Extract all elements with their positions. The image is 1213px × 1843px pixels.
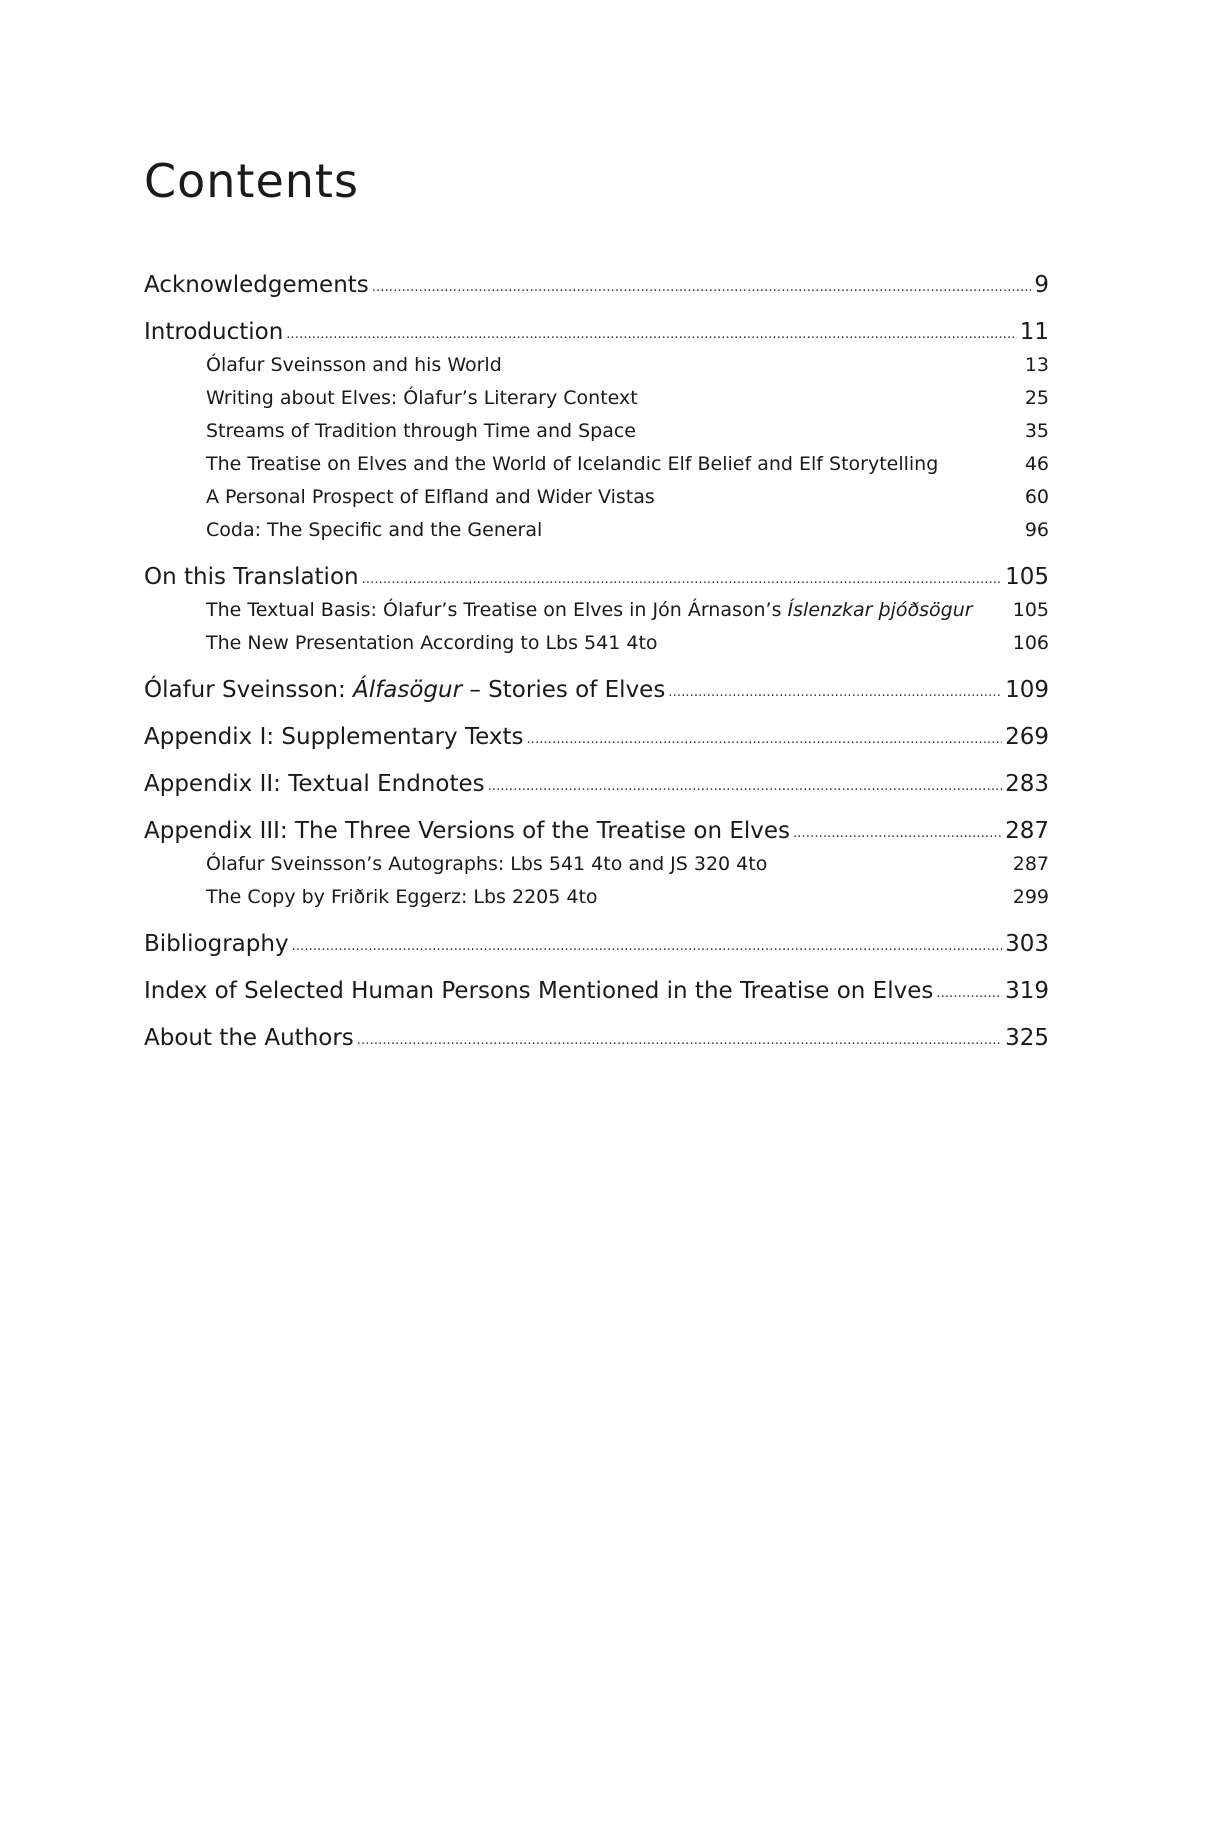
toc-entry-on-this-translation: [144, 560, 1049, 594]
toc-subentry-label: A Personal Prospect of Elfland and Wider Vistas: [206, 486, 655, 508]
toc-entry-label: Ólafur Sveinsson: Álfasögur – Stories of Elves: [144, 677, 666, 703]
toc-entry-label: Bibliography: [144, 931, 289, 957]
toc-subentry-label: Ólafur Sveinsson and his World: [206, 354, 502, 376]
toc-page-number: 287: [1005, 818, 1049, 844]
dot-leader: [936, 973, 1002, 1011]
toc-page-number: 105: [1012, 599, 1049, 621]
toc-subentry-label: Writing about Elves: Ólafur’s Literary Context: [206, 387, 638, 409]
toc-entry-label: Introduction: [144, 319, 284, 345]
toc-page-number: 303: [1005, 931, 1049, 957]
toc-page-number: 287: [1012, 853, 1049, 875]
italic-title: Íslenzkar þjóðsögur: [787, 599, 973, 621]
dot-leader: [668, 672, 1002, 710]
toc-entry-appendix-1: [144, 720, 1049, 767]
toc-page-number: 25: [1024, 387, 1049, 409]
toc-page-number: 299: [1012, 886, 1049, 908]
toc-subentry: [144, 382, 1049, 415]
dot-leader: [372, 267, 1032, 305]
toc-subentry: [144, 627, 1049, 673]
toc-entry-appendix-2: [144, 767, 1049, 814]
toc-subentry-label: Coda: The Specific and the General: [206, 519, 543, 541]
toc-entry-bibliography: [144, 927, 1049, 974]
toc-page-number: 319: [1005, 978, 1049, 1004]
toc-entry-label: Appendix II: Textual Endnotes: [144, 771, 485, 797]
toc-page-number: 106: [1012, 632, 1049, 654]
toc-entry-label: About the Authors: [144, 1025, 354, 1051]
toc-page-number: 13: [1024, 354, 1049, 376]
toc-entry-label: Index of Selected Human Persons Mentioned in the Treatise on Elves: [144, 978, 934, 1004]
toc-page-number: 35: [1024, 420, 1049, 442]
toc-entry-acknowledgements: [144, 268, 1049, 315]
toc-subentry-label: Streams of Tradition through Time and Space: [206, 420, 636, 442]
toc-entry-alfasogur: [144, 673, 1049, 720]
toc-page-number: 96: [1024, 519, 1049, 541]
toc-subentry-label: The Textual Basis: Ólafur’s Treatise on Elves in Jón Árnason’s Íslenzkar þjóðsögur: [206, 599, 973, 621]
toc-page-number: 325: [1005, 1025, 1049, 1051]
toc-subentry: [144, 349, 1049, 382]
toc-page-number: 60: [1024, 486, 1049, 508]
toc-subentry: [144, 881, 1049, 927]
toc-subentry: [144, 514, 1049, 560]
toc-subentry: [144, 848, 1049, 881]
toc-page-number: 109: [1005, 677, 1049, 703]
dot-leader: [292, 926, 1003, 964]
toc-page-number: 46: [1024, 453, 1049, 475]
toc-entry-label: Acknowledgements: [144, 272, 369, 298]
toc-subentry-label: The Treatise on Elves and the World of Icelandic Elf Belief and Elf Storytelling: [206, 453, 939, 475]
toc-entry-index: [144, 974, 1049, 1021]
toc-entry-label: Appendix I: Supplementary Texts: [144, 724, 524, 750]
toc-subentry-label: The Copy by Friðrik Eggerz: Lbs 2205 4to: [206, 886, 598, 908]
toc-page-number: 269: [1005, 724, 1049, 750]
dot-leader: [357, 1020, 1002, 1058]
toc-entry-about-the-authors: [144, 1021, 1049, 1068]
toc-subentry-label: Ólafur Sveinsson’s Autographs: Lbs 541 4to and JS 320 4to: [206, 853, 768, 875]
toc-entry-appendix-3: [144, 814, 1049, 848]
toc-page-number: 283: [1005, 771, 1049, 797]
toc-subentry: [144, 448, 1049, 481]
toc-subentry: [144, 415, 1049, 448]
toc-entry-label: Appendix III: The Three Versions of the Treatise on Elves: [144, 818, 791, 844]
italic-title: Álfasögur: [353, 677, 463, 703]
table-of-contents: [144, 268, 1049, 1068]
toc-subentry: [144, 594, 1049, 627]
dot-leader: [362, 559, 1003, 597]
dot-leader: [526, 719, 1002, 757]
toc-page-number: 9: [1034, 272, 1049, 298]
toc-subentry-label: The New Presentation According to Lbs 541 4to: [206, 632, 658, 654]
dot-leader: [286, 314, 1016, 352]
toc-entry-introduction: [144, 315, 1049, 349]
toc-page-number: 105: [1005, 564, 1049, 590]
dot-leader: [793, 813, 1002, 851]
dot-leader: [488, 766, 1002, 804]
toc-entry-label: On this Translation: [144, 564, 359, 590]
page-title: Contents: [144, 154, 359, 208]
toc-page-number: 11: [1019, 319, 1049, 345]
toc-subentry: [144, 481, 1049, 514]
